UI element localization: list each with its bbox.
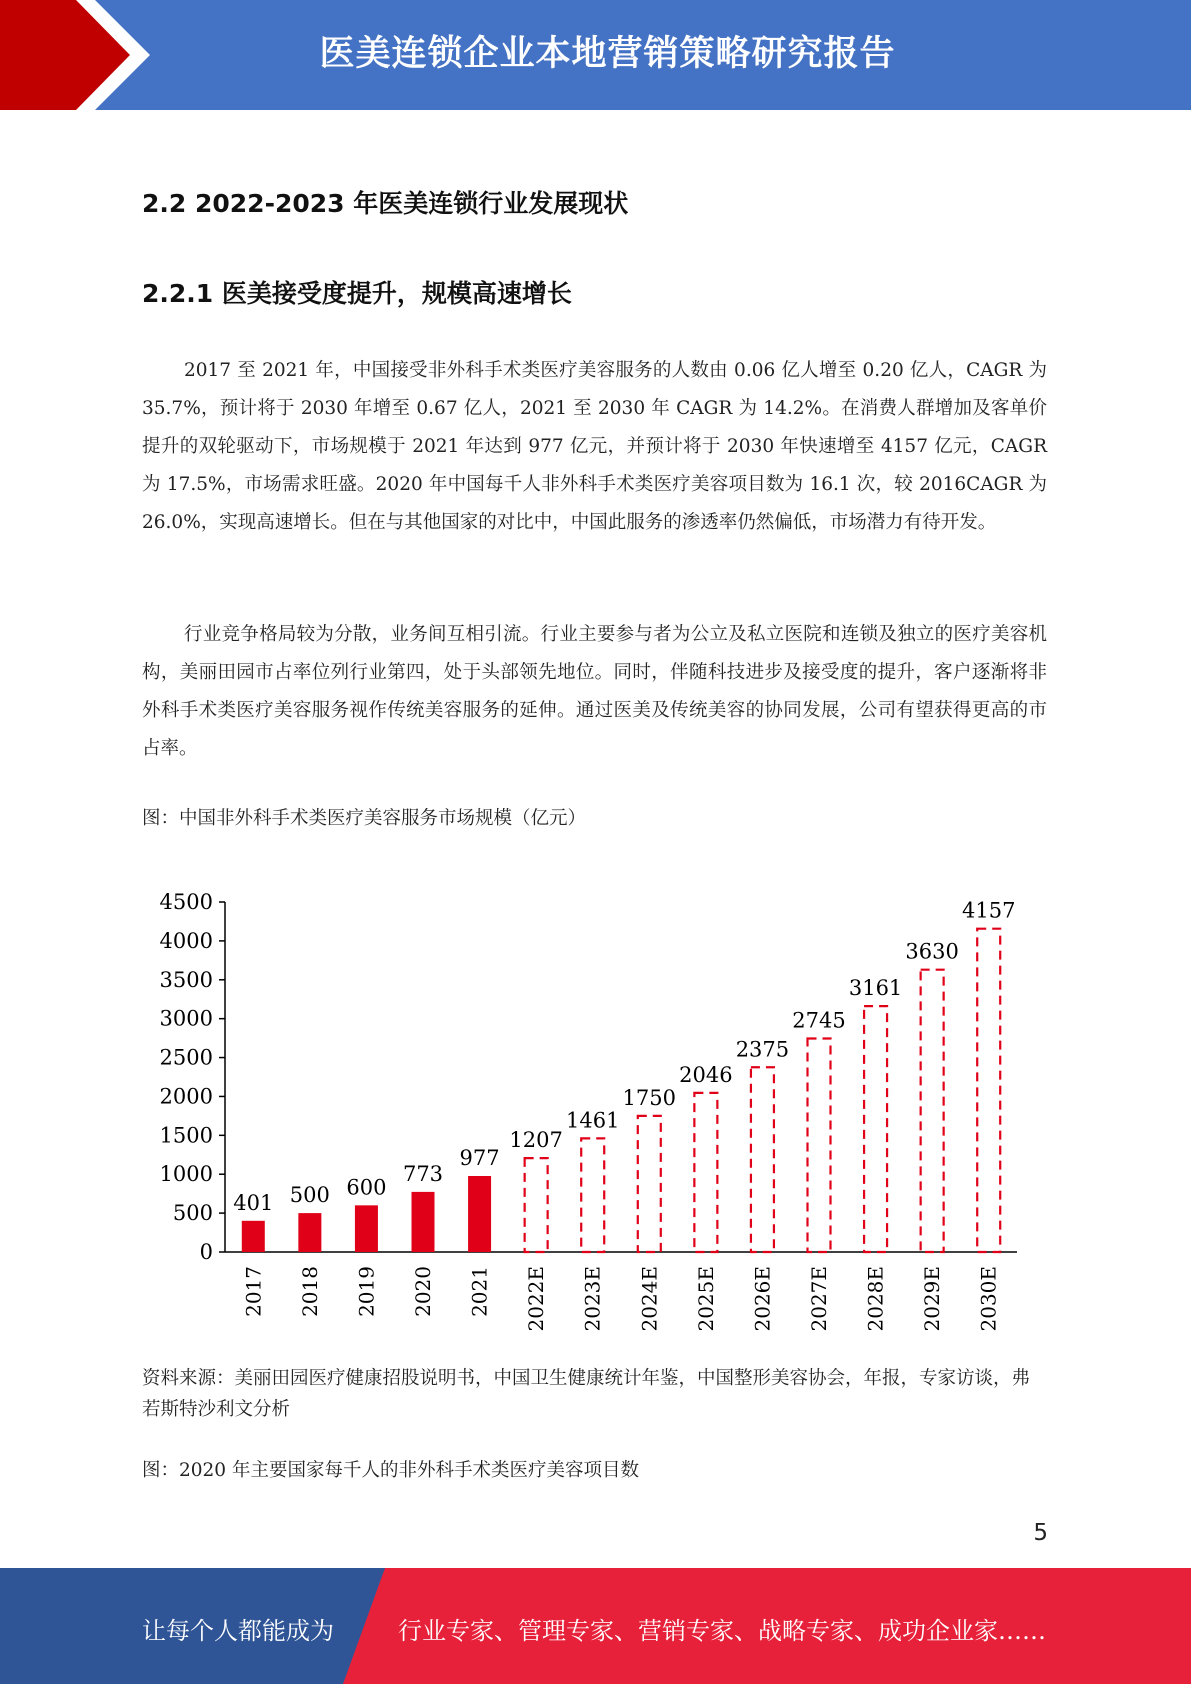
- body-paragraph-2: 行业竞争格局较为分散，业务间互相引流。行业主要参与者为公立及私立医院和连锁及独立的医疗美容机构，美丽田园市占率位列行业第四，处于头部领先地位。同时，伴随科技进步及接受度的提升，客户逐渐将非外科手术类医疗美容服务视作传统美容服务的延伸。通过医美及传统美容的协同发展，公司有望获得更高的市占率。: [142, 624, 1047, 759]
- y-tick-label: 1500: [159, 1123, 213, 1148]
- data-label-2022E: 1207: [509, 1128, 563, 1153]
- data-label-2030E: 4157: [961, 898, 1016, 923]
- x-tick-label-2027E: 2027E: [807, 1266, 831, 1332]
- bar-2017: [242, 1221, 265, 1252]
- bar-2030E: [977, 929, 1000, 1252]
- bar-2020: [412, 1192, 435, 1252]
- x-tick-label-2029E: 2029E: [920, 1266, 945, 1332]
- page-header: [0, 0, 1191, 110]
- bar-2019: [355, 1205, 378, 1252]
- x-tick-label-2028E: 2028E: [863, 1266, 888, 1332]
- x-tick-label-2019: 2019: [354, 1266, 379, 1317]
- figure-caption-market-size: 图：中国非外科手术类医疗美容服务市场规模（亿元）: [142, 808, 587, 829]
- bar-chart-svg: [142, 875, 1042, 1345]
- data-label-2017: 401: [233, 1190, 274, 1215]
- data-label-2029E: 3630: [905, 939, 959, 964]
- x-tick-label-2017: 2017: [241, 1266, 266, 1317]
- y-tick-label: 500: [172, 1201, 213, 1226]
- data-label-2027E: 2745: [792, 1008, 846, 1033]
- bar-2023E: [581, 1138, 604, 1252]
- x-tick-label-2018: 2018: [297, 1266, 322, 1317]
- data-label-2018: 500: [289, 1183, 330, 1208]
- bar-2029E: [921, 970, 944, 1252]
- footer-slogan-left: 让每个人都能成为: [142, 1617, 334, 1645]
- bar-2026E: [751, 1067, 774, 1252]
- figure-caption-per-thousand: 图：2020 年主要国家每千人的非外科手术类医疗美容项目数: [142, 1460, 639, 1481]
- x-tick-label-2023E: 2023E: [580, 1266, 605, 1332]
- market-size-bar-chart: [142, 875, 1042, 1345]
- x-tick-label-2030E: 2030E: [976, 1266, 1001, 1332]
- data-label-2023E: 1461: [565, 1108, 620, 1133]
- y-tick-label: 3000: [159, 1006, 213, 1031]
- bar-2022E: [525, 1158, 548, 1252]
- x-tick-label-2026E: 2026E: [750, 1266, 775, 1332]
- y-tick-label: 2500: [159, 1045, 213, 1070]
- x-tick-label-2020: 2020: [411, 1266, 435, 1317]
- data-label-2019: 600: [346, 1175, 387, 1200]
- data-label-2024E: 1750: [622, 1085, 677, 1110]
- y-tick-label: 4000: [159, 928, 213, 953]
- y-tick-label: 1000: [159, 1162, 213, 1187]
- x-tick-label-2024E: 2024E: [637, 1266, 662, 1332]
- body-paragraph-1: 2017 至 2021 年，中国接受非外科手术类医疗美容服务的人数由 0.06 亿人增至 0.20 亿人，CAGR 为 35.7%，预计将于 2030 年增至 0.67 亿人，2021 至 2030 年 CAGR 为 14.2%。在消费人群增加及客单价提升的双轮驱动下，市场规模于 2021 年达到 977 亿元，并预计将于 2030 年快速增至 4157 亿元，CAGR 为 17.5%，市场需求旺盛。2020 年中国每千人非外科手术类医疗美容项目数为 16.1 次，较 2016CAGR 为 26.0%，实现高速增长。但在与其他国家的对比中，中国此服务的渗透率仍然偏低，市场潜力有待开发。: [142, 360, 1047, 533]
- y-tick-label: 3500: [159, 967, 213, 992]
- bar-2025E: [694, 1093, 717, 1252]
- x-tick-label-2025E: 2025E: [693, 1266, 718, 1332]
- data-label-2020: 773: [402, 1161, 444, 1186]
- data-label-2028E: 3161: [848, 976, 903, 1001]
- bar-2027E: [808, 1039, 831, 1253]
- footer-slogan-right: 行业专家、管理专家、营销专家、战略专家、成功企业家……: [398, 1617, 1046, 1645]
- data-label-2025E: 2046: [679, 1062, 733, 1087]
- data-label-2021: 977: [459, 1146, 500, 1171]
- page-footer: [0, 1568, 1191, 1684]
- page-number: 5: [1033, 1520, 1048, 1546]
- bar-2024E: [638, 1116, 661, 1252]
- subsection-heading: 2.2.1 医美接受度提升，规模高速增长: [142, 279, 572, 308]
- x-tick-label-2022E: 2022E: [524, 1266, 549, 1332]
- report-title: 医美连锁企业本地营销策略研究报告: [319, 34, 896, 74]
- data-label-2026E: 2375: [735, 1037, 790, 1062]
- x-tick-label-2021: 2021: [467, 1266, 492, 1317]
- bar-2021: [468, 1176, 491, 1252]
- bar-2018: [298, 1213, 321, 1252]
- section-heading: 2.2 2022-2023 年医美连锁行业发展现状: [142, 189, 629, 218]
- data-source-note: 资料来源：美丽田园医疗健康招股说明书，中国卫生健康统计年鉴，中国整形美容协会，年报，专家访谈，弗若斯特沙利文分析: [142, 1368, 1031, 1420]
- y-tick-label: 4500: [159, 890, 213, 914]
- bar-2028E: [864, 1006, 887, 1252]
- y-tick-label: 2000: [159, 1084, 213, 1109]
- y-tick-label: 0: [199, 1240, 213, 1264]
